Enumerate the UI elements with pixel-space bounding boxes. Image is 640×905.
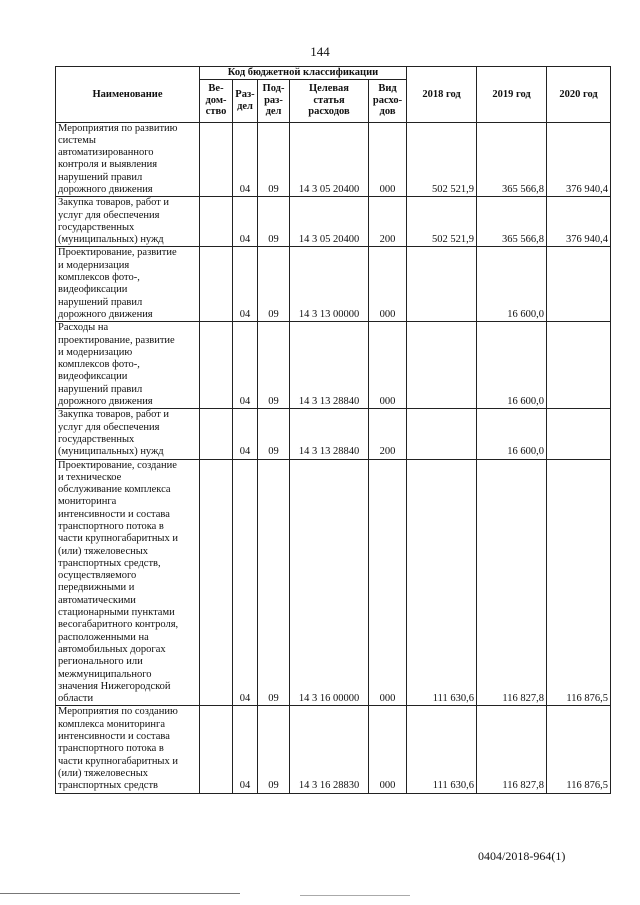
cell-vedomstvo [200, 459, 233, 706]
cell-name-line: контроля и выявления [58, 159, 158, 171]
cell-name-line: транспортных средств, [58, 557, 161, 569]
cell-name-line: комплексов фото-, [58, 359, 140, 371]
cell-2018: 502 521,9 [407, 122, 477, 197]
table-row [56, 247, 611, 322]
cell-name-line: транспортного потока в [58, 743, 164, 755]
cell-2019: 365 566,8 [477, 122, 547, 197]
cell-name-line: (или) тяжеловесных [58, 545, 149, 557]
cell-name-line: и модернизация [58, 259, 130, 271]
cell-razdel: 04 [233, 247, 258, 322]
cell-name [56, 409, 200, 459]
cell-podrazdel: 09 [258, 122, 290, 197]
cell-vedomstvo [200, 409, 233, 459]
cell-name-line: системы [58, 134, 96, 146]
cell-name-line: (муниципальных) нужд [58, 446, 164, 458]
cell-name-line: проектирование, развитие [58, 334, 175, 346]
document-code: 0404/2018-964(1) [478, 849, 566, 863]
cell-2018 [407, 247, 477, 322]
header-vedomstvo-line: дом- [205, 94, 227, 106]
header-vedomstvo [200, 79, 233, 122]
table-row [56, 122, 611, 197]
cell-2018 [407, 409, 477, 459]
table-body [56, 122, 611, 793]
cell-vid: 000 [369, 459, 407, 706]
cell-podrazdel: 09 [258, 197, 290, 247]
header-vedomstvo-line: Ве- [208, 83, 224, 95]
header-vid [369, 79, 407, 122]
cell-name-line: Проектирование, создание [58, 459, 177, 471]
cell-name-line: видеофиксации [58, 284, 128, 296]
cell-2019: 116 827,8 [477, 459, 547, 706]
cell-vid: 200 [369, 409, 407, 459]
cell-article: 14 3 05 20400 [290, 122, 369, 197]
cell-name-line: области [58, 693, 94, 705]
cell-name-line: услуг для обеспечения [58, 209, 160, 221]
scan-artifact-line [300, 895, 410, 896]
cell-2020 [547, 247, 611, 322]
header-vedomstvo-line: ство [205, 106, 227, 118]
cell-article: 14 3 05 20400 [290, 197, 369, 247]
cell-name-line: Закупка товаров, работ и [58, 409, 170, 421]
cell-name-line: комплекса мониторинга [58, 718, 165, 730]
cell-2020: 376 940,4 [547, 197, 611, 247]
table-row [56, 197, 611, 247]
cell-name-line: нарушений правил [58, 171, 143, 183]
cell-name-line: части крупногабаритных и [58, 755, 178, 767]
cell-name-line: передвижными и [58, 582, 135, 594]
cell-vedomstvo [200, 322, 233, 409]
cell-podrazdel: 09 [258, 322, 290, 409]
cell-name [56, 706, 200, 793]
cell-razdel: 04 [233, 197, 258, 247]
cell-name-line: межмуниципального [58, 668, 152, 680]
cell-vedomstvo [200, 247, 233, 322]
cell-name-line: мониторинга [58, 496, 117, 508]
cell-podrazdel: 09 [258, 706, 290, 793]
cell-name-line: регионального или [58, 656, 143, 668]
cell-name-line: интенсивности и состава [58, 508, 170, 520]
header-podrazdel [258, 79, 290, 122]
cell-2020: 116 876,5 [547, 459, 611, 706]
header-podrazdel-line: дел [265, 106, 282, 118]
cell-2020 [547, 409, 611, 459]
header-podrazdel-line: Под- [262, 83, 285, 95]
cell-name-line: услуг для обеспечения [58, 421, 160, 433]
cell-name-line: транспортного потока в [58, 521, 164, 532]
cell-vedomstvo [200, 197, 233, 247]
header-article-line: расходов [308, 106, 350, 118]
cell-2019: 16 600,0 [477, 247, 547, 322]
cell-name-line: автомобильных дорогах [58, 643, 166, 655]
cell-name-line: автоматизированного [58, 147, 154, 159]
cell-name [56, 122, 200, 197]
cell-name-line: дорожного движения [58, 396, 153, 408]
cell-name-line: части крупногабаритных и [58, 533, 178, 545]
cell-2018: 111 630,6 [407, 459, 477, 706]
cell-vedomstvo [200, 706, 233, 793]
cell-name-line: (или) тяжеловесных [58, 767, 149, 779]
cell-2018: 502 521,9 [407, 197, 477, 247]
cell-2020 [547, 322, 611, 409]
cell-name [56, 197, 200, 247]
cell-name-line: нарушений правил [58, 383, 143, 395]
header-article-line: статья [313, 94, 345, 106]
cell-razdel: 04 [233, 122, 258, 197]
header-article-line: Целевая [309, 83, 349, 95]
header-row-top [56, 67, 611, 80]
header-article [290, 79, 369, 122]
header-vid-line: расхо- [372, 94, 403, 106]
table-row [56, 322, 611, 409]
scan-artifact-line [0, 893, 240, 894]
cell-name-line: автоматическими [58, 594, 136, 606]
header-name: Наименование [56, 67, 200, 123]
cell-razdel: 04 [233, 322, 258, 409]
cell-name-line: обслуживание комплекса [58, 484, 171, 496]
cell-name [56, 247, 200, 322]
cell-2018: 111 630,6 [407, 706, 477, 793]
header-razdel-line: дел [237, 100, 253, 112]
cell-name-line: Мероприятия по созданию [58, 706, 178, 718]
cell-name-line: комплексов фото-, [58, 272, 140, 284]
cell-name-line: государственных [58, 433, 135, 445]
header-razdel-line: Раз- [235, 89, 255, 100]
cell-article: 14 3 13 28840 [290, 322, 369, 409]
cell-name-line: видеофиксации [58, 371, 128, 383]
cell-razdel: 04 [233, 706, 258, 793]
cell-name-line: интенсивности и состава [58, 731, 170, 743]
cell-article: 14 3 16 00000 [290, 459, 369, 706]
cell-2020: 376 940,4 [547, 122, 611, 197]
cell-name-line: значения Нижегородской [58, 680, 171, 692]
table-row [56, 409, 611, 459]
cell-podrazdel: 09 [258, 409, 290, 459]
cell-2018 [407, 322, 477, 409]
cell-name-line: стационарными пунктами [58, 607, 175, 619]
cell-razdel: 04 [233, 459, 258, 706]
table-row [56, 459, 611, 706]
cell-name-line: и модернизацию [58, 346, 133, 358]
cell-vid: 000 [369, 706, 407, 793]
cell-name [56, 459, 200, 706]
cell-2019: 16 600,0 [477, 409, 547, 459]
cell-razdel: 04 [233, 409, 258, 459]
cell-name-line: транспортных средств [58, 780, 159, 792]
header-podrazdel-line: раз- [264, 94, 283, 106]
header-2018: 2018 год [407, 67, 477, 123]
header-vid-line: дов [379, 106, 396, 118]
header-2019: 2019 год [477, 67, 547, 123]
cell-name-line: Проектирование, развитие [58, 247, 177, 259]
cell-name [56, 322, 200, 409]
cell-name-line: осуществляемого [58, 570, 137, 582]
cell-vid: 000 [369, 122, 407, 197]
cell-podrazdel: 09 [258, 247, 290, 322]
table-row [56, 706, 611, 793]
header-code-group: Код бюджетной классификации [200, 67, 407, 80]
cell-podrazdel: 09 [258, 459, 290, 706]
header-2020: 2020 год [547, 67, 611, 123]
cell-name-line: (муниципальных) нужд [58, 234, 164, 246]
cell-vid: 000 [369, 322, 407, 409]
cell-article: 14 3 13 28840 [290, 409, 369, 459]
cell-name-line: и техническое [58, 471, 122, 483]
cell-name-line: дорожного движения [58, 183, 153, 195]
cell-2020: 116 876,5 [547, 706, 611, 793]
cell-name-line: дорожного движения [58, 308, 153, 320]
cell-article: 14 3 13 00000 [290, 247, 369, 322]
cell-2019: 365 566,8 [477, 197, 547, 247]
cell-name-line: расположенными на [58, 631, 149, 643]
cell-name-line: нарушений правил [58, 296, 143, 308]
cell-article: 14 3 16 28830 [290, 706, 369, 793]
page-number: 144 [310, 44, 330, 59]
cell-2019: 116 827,8 [477, 706, 547, 793]
cell-name-line: Расходы на [58, 322, 109, 334]
cell-name-line: Мероприятия по развитию [58, 122, 178, 134]
cell-vid: 000 [369, 247, 407, 322]
cell-2019: 16 600,0 [477, 322, 547, 409]
cell-name-line: Закупка товаров, работ и [58, 197, 170, 209]
header-vid-line: Вид [378, 83, 397, 95]
budget-table [55, 66, 611, 794]
cell-vid: 200 [369, 197, 407, 247]
header-razdel [233, 79, 258, 122]
cell-vedomstvo [200, 122, 233, 197]
cell-name-line: весогабаритного контроля, [58, 619, 179, 631]
cell-name-line: государственных [58, 221, 135, 233]
